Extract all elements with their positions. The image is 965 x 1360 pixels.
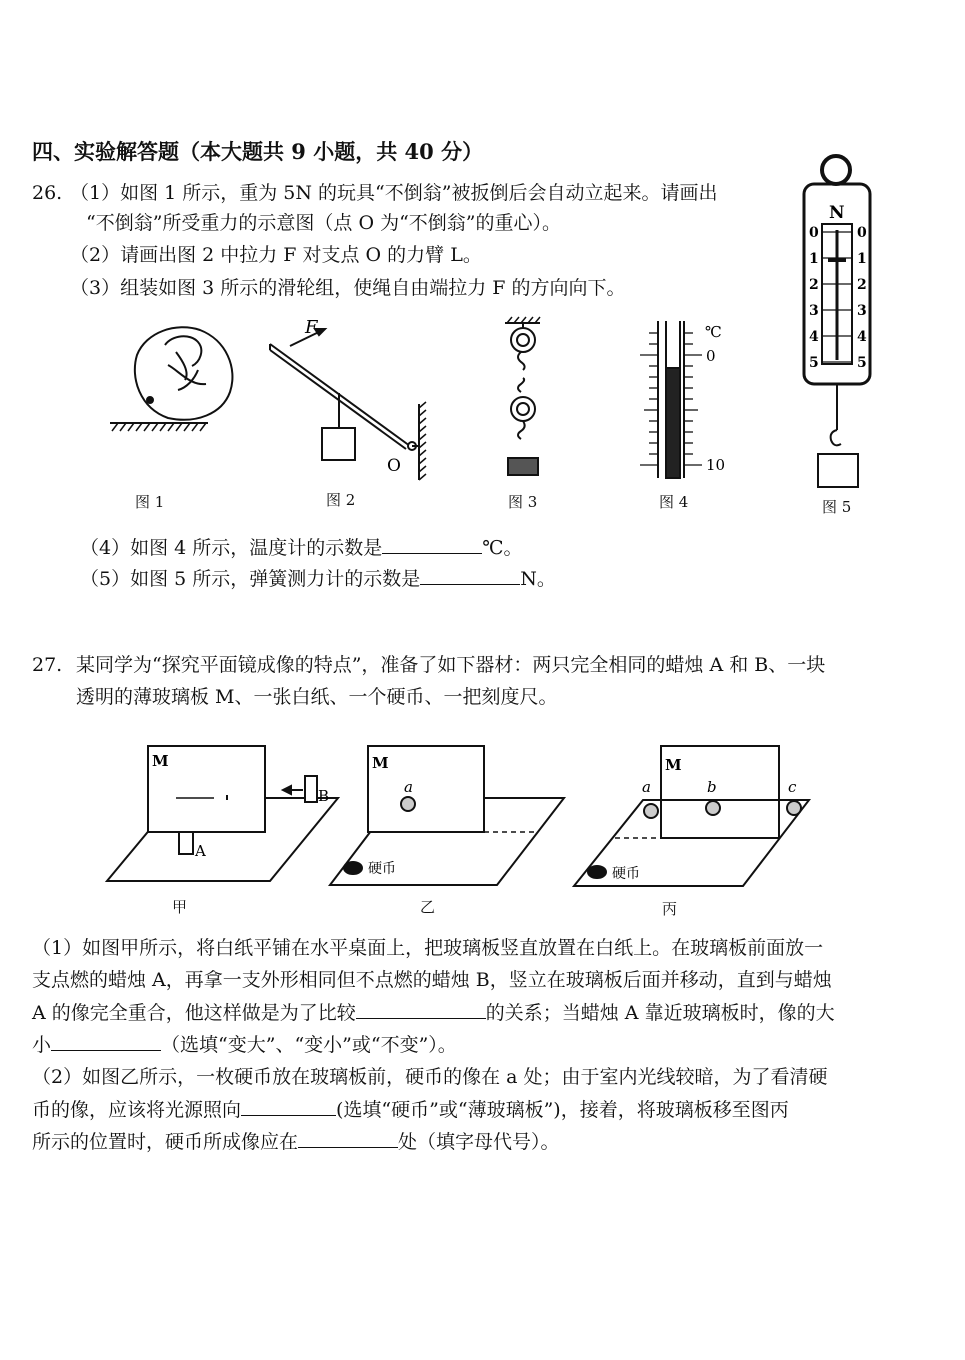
q26-part4-text: （4）如图 4 所示，温度计的示数是 xyxy=(80,537,383,559)
fig5-left-3: 3 xyxy=(809,303,819,319)
fig4-caption: 图 4 xyxy=(659,493,689,511)
fig5-left-1: 1 xyxy=(809,251,819,267)
fig-bing-b: b xyxy=(707,778,717,796)
q27-part2-blank1[interactable] xyxy=(241,1097,336,1116)
fig-bing-c: c xyxy=(788,778,797,796)
fig-yi-M: M xyxy=(372,754,389,772)
q26-part5-blank[interactable] xyxy=(420,566,520,585)
q26-part4-unit: ℃。 xyxy=(482,537,523,559)
q27-part1-line4-a: 小 xyxy=(32,1034,52,1056)
q27-number: 27. xyxy=(32,654,63,676)
fig3-caption: 图 3 xyxy=(508,493,538,511)
fig2-caption: 图 2 xyxy=(326,491,356,509)
fig5-unit: N xyxy=(829,203,845,223)
fig-bing xyxy=(574,746,809,886)
q27-part1-line3-a: A 的像完全重合，他这样做是为了比较 xyxy=(32,1002,356,1024)
fig-jia-M: M xyxy=(152,752,169,770)
q26-part5-text: （5）如图 5 所示，弹簧测力计的示数是 xyxy=(80,568,421,590)
q26-number: 26. xyxy=(32,182,63,204)
fig-bing-M: M xyxy=(665,756,682,774)
fig5-right-1: 1 xyxy=(857,251,867,267)
fig-jia-B: B xyxy=(318,787,330,805)
q26-part2: （2）请画出图 2 中拉力 F 对支点 O 的力臂 L。 xyxy=(70,244,482,266)
fig1-caption: 图 1 xyxy=(135,493,165,511)
fig3-pulley xyxy=(505,317,540,475)
fig5-left-2: 2 xyxy=(809,277,819,293)
fig5-right-5: 5 xyxy=(857,355,867,371)
fig-jia xyxy=(107,746,338,881)
q27-part1-line2: 支点燃的蜡烛 A，再拿一支外形相同但不点燃的蜡烛 B，竖立在玻璃板后面并移动，直到与蜡烛 xyxy=(32,969,832,991)
q27-part1-line3 xyxy=(32,1000,835,1025)
q27-intro-line1: 某同学为“探究平面镜成像的特点”，准备了如下器材：两只完全相同的蜡烛 A 和 B、一块 xyxy=(76,654,826,676)
fig-bing-coin: 硬币 xyxy=(612,866,640,882)
fig-yi-coin: 硬币 xyxy=(368,861,396,877)
fig2-lever xyxy=(270,329,426,480)
q27-part2-blank2[interactable] xyxy=(298,1129,398,1148)
fig-yi-caption: 乙 xyxy=(420,898,436,916)
q27-part1-line3-b: 的关系；当蜡烛 A 靠近玻璃板时，像的大 xyxy=(485,1002,835,1024)
fig-bing-a: a xyxy=(642,778,651,796)
q27-part1-line1: （1）如图甲所示，将白纸平铺在水平桌面上，把玻璃板竖直放置在白纸上。在玻璃板前面放一 xyxy=(32,937,824,959)
fig5-caption: 图 5 xyxy=(822,498,852,516)
fig4-unit: ℃ xyxy=(705,323,722,341)
fig-jia-A: A xyxy=(195,842,206,860)
q27-part2-line1: （2）如图乙所示，一枚硬币放在玻璃板前，硬币的像在 a 处；由于室内光线较暗，为了看清硬 xyxy=(32,1066,828,1088)
fig-yi-a: a xyxy=(404,778,413,796)
q27-part1-blank2[interactable] xyxy=(51,1032,161,1051)
section-title: 四、实验解答题（本大题共 9 小题，共 40 分） xyxy=(32,139,484,164)
q26-part4-blank[interactable] xyxy=(382,535,482,554)
fig4-thermometer xyxy=(640,321,702,478)
fig5-right-0: 0 xyxy=(857,225,867,241)
fig5-right-4: 4 xyxy=(857,329,867,345)
q27-part2-line3-b: 处（填字母代号）。 xyxy=(398,1131,560,1153)
q27-intro-line2: 透明的薄玻璃板 M、一张白纸、一个硬币、一把刻度尺。 xyxy=(76,686,558,708)
q27-part2-line2-b: (选填“硬币”或“薄玻璃板”)，接着，将玻璃板移至图丙 xyxy=(336,1099,789,1121)
fig5-right-3: 3 xyxy=(857,303,867,319)
q26-part1-line1: （1）如图 1 所示，重为 5N 的玩具“不倒翁”被扳倒后会自动立起来。请画出 xyxy=(70,182,718,204)
q27-part2-line3-a: 所示的位置时，硬币所成像应在 xyxy=(32,1131,299,1153)
fig2-force-label: F xyxy=(305,317,318,338)
q27-part2-line3 xyxy=(32,1129,560,1154)
fig5-left-4: 4 xyxy=(809,329,819,345)
q26-part4 xyxy=(80,535,523,560)
fig-yi xyxy=(330,746,564,885)
fig5-left-5: 5 xyxy=(809,355,819,371)
fig4-label-0: 0 xyxy=(706,347,716,365)
fig-jia-caption: 甲 xyxy=(172,898,188,916)
q27-part1-line4 xyxy=(32,1032,457,1057)
fig-bing-caption: 丙 xyxy=(662,900,678,918)
fig5-right-2: 2 xyxy=(857,277,867,293)
fig4-label-10: 10 xyxy=(706,456,726,474)
q26-part5-unit: N。 xyxy=(520,568,556,590)
q27-part1-blank1[interactable] xyxy=(356,1000,486,1019)
q26-part1-line2: “不倒翁”所受重力的示意图（点 O 为“不倒翁”的重心）。 xyxy=(86,212,562,234)
q26-part3: （3）组装如图 3 所示的滑轮组，使绳自由端拉力 F 的方向向下。 xyxy=(70,277,626,299)
fig2-pivot-label: O xyxy=(387,456,401,476)
q26-part5 xyxy=(80,566,556,591)
q27-part2-line2-a: 币的像，应该将光源照向 xyxy=(32,1099,242,1121)
q27-part1-line4-b: （选填“变大”、“变小”或“不变”）。 xyxy=(161,1034,457,1056)
fig1-tumbler xyxy=(110,327,232,431)
fig5-left-0: 0 xyxy=(809,225,819,241)
q27-part2-line2 xyxy=(32,1097,789,1122)
